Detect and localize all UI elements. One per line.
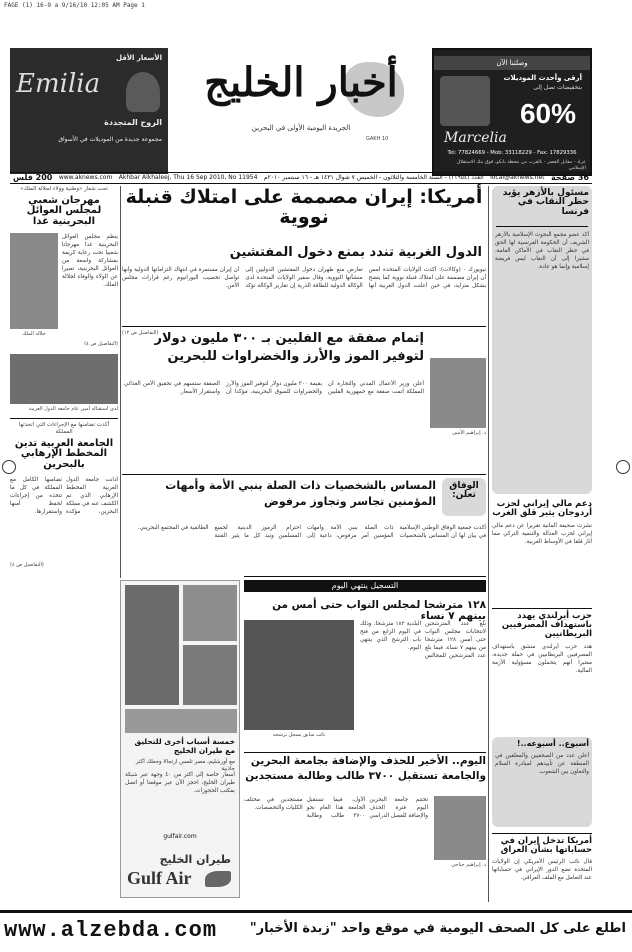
bags-photo (440, 76, 490, 126)
festival-body: ينظم مجلس العوائل البحرينية غدا مهرجانا شعبيا تحت رعاية كريمة بمشاركة واسعة من العوائل البحرينية، تعبيرا عن الولاء والوفاء لجلالة الملك. (62, 234, 118, 289)
story-weekly-headline: أسبوع.. أسبوعه..! (516, 738, 589, 748)
elections-caption: نائب سابق يسجل ترشحه (272, 732, 326, 738)
story-weekly[interactable] (492, 737, 592, 827)
university-photo (434, 796, 486, 860)
king-caption: جلالة الملك (22, 331, 46, 338)
issue-info-en: Akhbar Alkhaleej, Thu 16 Sep 2010, No 11954 (118, 174, 258, 182)
newspaper-title: أخبار الخليج (204, 59, 398, 106)
arab-league-headline: الجامعة العربية تدين المخطط الإرهابي بالبحرين (14, 437, 114, 470)
story-ireland-body: هدد حزب أيرلندي منشق باستهداف المصرفيين البريطانيين في حملة جديدة، معتبرا أنهم يتحملون مسؤولية الأزمة المالية. (492, 643, 592, 674)
ad-marcelia-line3: بتخفيضات تصل إلى (533, 84, 582, 91)
page-count: 36 صفحة (550, 173, 589, 182)
arab-league-story[interactable] (10, 418, 118, 569)
lead-story[interactable] (122, 188, 486, 336)
elections-body: بلغ عدد المترشحين لانتخابات مجلس النواب حتى أمس ١٢٨ مترشحا من بينهم ٧ نساء، فيما بلغ عدد المترشحين للمجالس البلدية ١٨٢ مترشحا، وذلك في اليوم الرابع من فتح باب الترشح الذي ينتهي اليوم. (360, 621, 486, 659)
footer-banner[interactable] (0, 910, 632, 952)
ad-photo-building (125, 585, 179, 705)
newspaper-code: GAKH 10 (366, 136, 389, 142)
masthead[interactable] (176, 52, 426, 144)
issue-price: 200 فلس (13, 173, 53, 182)
wifaq-headline: المساس بالشخصيات ذات الصلة بنبي الأمة وأمهات المؤمنين تجاسر وتجاوز مرفوض (165, 479, 436, 508)
festival-story[interactable] (10, 233, 118, 341)
story-iraq-headline: أمريكا تدخل إيران في حساباتها بشأن العراق (500, 835, 592, 855)
elections-headline: ١٢٨ مترشحا لمجلس النواب حتى أمس من بينهم ٧ نساء (272, 599, 486, 623)
arab-league-continued: (التفاصيل ص ٤) (10, 562, 44, 569)
story-ireland[interactable] (492, 608, 592, 731)
deal-body: أعلن وزير الأعمال المدني والتجارة أن المملكة أتمت صفقة مع جمهورية الفلبين بقيمة ٣٠٠ مليون دولار لتوفير الموز والأرز والخضراوات للسوق البحرينية، مؤكدا أن الصفقة ستسهم في تحقيق الأمن الغذائي واستقرار الأسعار. (124, 381, 424, 395)
ad-marcelia-brand: Marcelia (444, 130, 507, 146)
ad-marcelia-phones: Tel: 77824669 - Mob: 33118229 - Fax: 17829336 (447, 150, 577, 156)
ad-gulf-air[interactable] (120, 580, 240, 898)
story-iraq-body: قال نائب الرئيس الأمريكي إن الولايات المتحدة تضع الدور الإيراني في حساباتها عند التعامل مع الملف العراقي. (492, 859, 592, 882)
ad-emilia-line2: الروح المتجددة (104, 118, 162, 127)
ad-gulf-site[interactable]: gulfair.com (163, 833, 197, 840)
ad-gulf-headline: خمسة أسباب أخرى للتحليق مع طيران الخليج (134, 737, 235, 756)
ad-marcelia[interactable] (432, 48, 592, 176)
ad-photo-market (183, 645, 237, 705)
elections-story[interactable] (244, 580, 486, 748)
falcon-logo-icon (205, 871, 231, 887)
university-caption: د. إبراهيم جناحي (451, 862, 486, 868)
story-iraq[interactable] (492, 833, 592, 919)
ad-marcelia-address: عراد - مقابل القصر - بالقرب من محطة بابكو، فوق بنك الاستقلال الإسلامي (456, 160, 586, 171)
festival-continued: (التفاصيل ص ٤) (84, 341, 118, 348)
ad-marcelia-line2: أرقى وأحدث الموديلات (503, 74, 582, 82)
lead-subhead: الدول الغربية تندد بمنع دخول المفتشين (229, 244, 482, 260)
ad-gulf-sub: مع أورشليم، مصر تلمس ارتجالا وجعلك أكثر جاذبية (135, 759, 235, 772)
right-column (492, 186, 592, 918)
arab-league-body: أدانت جامعة الدول العربية المخطط الإرهابي الذي تم الكشف عنه في مملكة البحرين، مؤكدة تضامنها الكامل مع المملكة في كل ما تتخذه من إجراءات لحفظ أمنها واستقرارها. (10, 477, 118, 516)
elections-photo (244, 620, 354, 730)
festival-kicker: تحت شعار «وطنية وولاء لجلالة الملك» (20, 186, 108, 192)
wifaq-body: أكدت جمعية الوفاق الوطني الإسلامية في بيان لها أن المساس بالشخصيات ذات الصلة بنبي الأمة وأمهات المؤمنين أمر مرفوض، داعية إلى احترام الرموز الدينية لجميع المسلمين ونبذ كل ما يثير الفتنة الطائفية في المجتمع البحريني. (137, 525, 486, 539)
story-niqab-body: أكد عضو مجمع البحوث الإسلامية بالأزهر الشريف أن الحكومة الفرنسية لها الحق في حظر النقاب في الأماكن العامة، مشيرا إلى أن النقاب ليس فريضة إسلامية وإنما هو عادة. (495, 232, 589, 271)
story-ireland-headline: حزب أيرلندي يهدد باستهداف المصرفيين البريطانيين (501, 610, 592, 639)
minister-photo (430, 358, 486, 428)
left-column (10, 186, 118, 568)
footer-slogan: اطلع على كل الصحف اليومية في موقع واحد "زبدة الأخبار" (249, 921, 626, 936)
university-story[interactable] (244, 756, 486, 902)
lead-headline: أمريكا: إيران مصممة على امتلاك قنبلة نووية (125, 186, 483, 228)
crop-mark (616, 460, 630, 474)
minister-caption: د. إبراهيم الأمين (452, 430, 486, 436)
lead-body: نيويورك - (وكالات): أكدت الولايات المتحدة أمس أن إيران مصممة على امتلاك قنبلة نووية كما يتضح بشكل متزايد، في حين أعلنت الدول الغربية أنها تعارض منع طهران دخول المفتشين الدوليين إلى منشآتها النووية، وقال سفير الولايات المتحدة لدى الوكالة الدولية للطاقة الذرية إن تقارير الوكالة تؤكد أن إيران مستمرة في انتهاك التزاماتها الدولية وأنها تواصل تخصيب اليورانيوم رغم قرارات مجلس الأمن. (122, 266, 486, 289)
ad-emilia-line1: الأسعار الأقل (116, 54, 162, 62)
arab-league-kicker: أكدت تضامنها مع الإجراءات التي اتخذتها المملكة (18, 421, 110, 435)
deal-story[interactable] (122, 329, 486, 472)
story-erdogan[interactable] (492, 500, 592, 604)
model-photo (126, 72, 160, 112)
story-erdogan-body: نشرت صحيفة ألمانية تقريرا عن دعم مالي إيراني لحزب العدالة والتنمية التركي مما أثار قلقا في الأوساط الغربية. (492, 522, 592, 545)
ad-gulf-brand-en: Gulf Air (127, 867, 192, 888)
festival-headline: مهرجان شعبي لمجلس العوائل البحرينية غدا (26, 194, 102, 227)
reception-caption: لدى استقباله أمين عام جامعة الدول العربية (28, 405, 118, 412)
wifaq-label: الوفاق تعلن: (442, 478, 486, 516)
elections-kicker: التسجيل ينتهي اليوم (244, 580, 486, 592)
story-erdogan-headline: دعم مالي إيراني لحزب أردوجان يثير قلق الغرب (492, 499, 592, 518)
story-niqab[interactable] (492, 186, 592, 494)
print-info-line: FAGE (1) 16-9 a 9/16/10 12:05 AM Page 1 (4, 2, 145, 9)
ad-emilia-brand: Emilia (16, 69, 101, 99)
ad-emilia-line3: مجموعة جديدة من الموديلات في الأسواق (58, 136, 162, 143)
university-body: تختتم جامعة البحرين اليوم فترة الحذف والإضافة للفصل الدراسي الأول، فيما تستقبل الجامعة هذا العام نحو ٣٧٠٠ طالب وطالبة مستجدين في مختلف الكليات والتخصصات. (244, 797, 428, 819)
king-photo (10, 233, 58, 329)
newspaper-tagline: الجريدة اليومية الأولى في البحرين (251, 124, 351, 132)
issue-info-bar (10, 172, 592, 184)
lead-continued: (التفاصيل ص ١٢) (122, 329, 159, 336)
story-niqab-headline: مسئول بالأزهر يؤيد حظر النقاب في فرنسا (502, 188, 589, 217)
ad-gulf-body: أسعار خاصة إلى أكثر من ٤٠ وجهة عبر شبكة طيران الخليج، احجز الآن عبر موقعنا أو اتصل بمكتب الحجوزات. (125, 772, 235, 794)
wifaq-story[interactable] (122, 478, 486, 574)
ad-photo-desert (183, 585, 237, 641)
ad-marcelia-line1: وصلتنا الآن (434, 56, 590, 70)
ad-emilia[interactable] (10, 48, 168, 174)
ad-photo-city (125, 709, 237, 733)
story-weekly-body: أعلن عدد من الصحفيين والمعلقين في المنطقة عن تأييدهم لمبادرة السلام والتعاون بين الشعوب. (495, 753, 589, 775)
deal-headline: إتمام صفقة مع الفلبين بـ ٣٠٠ مليون دولار (154, 331, 424, 346)
deal-subhead: لتوفير الموز والأرز والخضراوات للبحرين (167, 349, 424, 364)
university-headline: اليوم.. الأخير للحذف والإضافة بجامعة البحرين (250, 755, 486, 767)
reception-photo (10, 354, 118, 404)
footer-url[interactable]: www.alzebda.com (4, 918, 218, 943)
issue-email[interactable]: local@aknews.net (490, 174, 545, 182)
issue-date: العدد (١١٩٥٤) - السنة الخامسة والثلاثون - الخميس ٧ شوال ١٤٣١ هـ - ١٦ سبتمبر ٢٠١٠م (263, 174, 484, 182)
university-subhead: والجامعة تستقبل ٣٧٠٠ طالب وطالبة مستجدين (245, 770, 486, 783)
ad-gulf-brand-ar: طيران الخليج (159, 853, 231, 867)
issue-website[interactable]: www.aknews.com (58, 174, 113, 182)
discount-percent: 60% (519, 98, 576, 129)
